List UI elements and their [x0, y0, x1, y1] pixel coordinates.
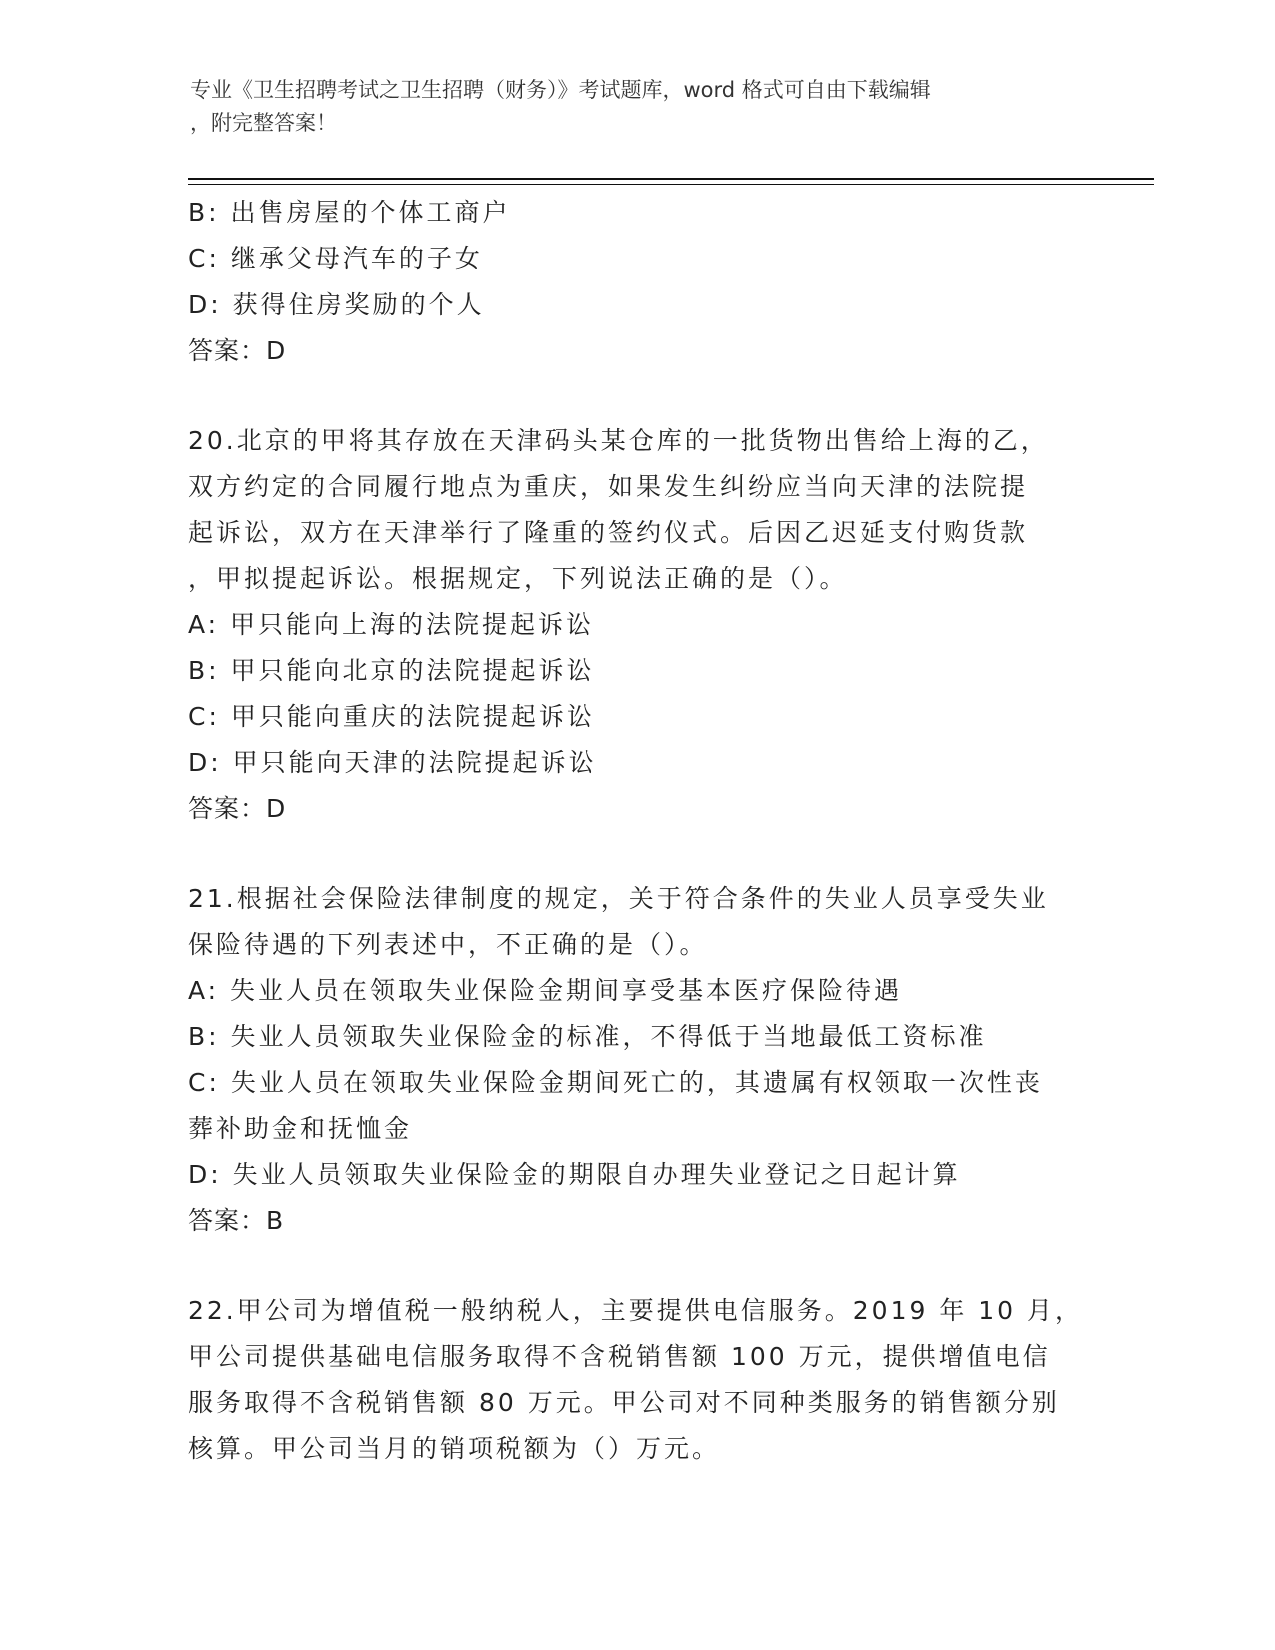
spacer: [188, 374, 1088, 418]
option-b: B: 甲只能向北京的法院提起诉讼: [188, 656, 595, 685]
question-stem-line: 甲公司提供基础电信服务取得不含税销售额 100 万元，提供增值电信: [188, 1342, 1051, 1371]
question-stem-line: ，甲拟提起诉讼。根据规定，下列说法正确的是（）。: [188, 564, 848, 593]
question-stem-line: 22.甲公司为增值税一般纳税人，主要提供电信服务。2019 年 10 月，: [188, 1296, 1084, 1325]
question-content: [188, 190, 1088, 1472]
header-divider-thick: [188, 178, 1154, 180]
option-c-continued: 葬补助金和抚恤金: [188, 1114, 413, 1143]
option-d: D: 获得住房奖励的个人: [188, 290, 485, 319]
header-line-1: 专业《卫生招聘考试之卫生招聘（财务）》考试题库，word 格式可自由下载编辑: [190, 78, 931, 102]
option-d: D: 失业人员领取失业保险金的期限自办理失业登记之日起计算: [188, 1160, 961, 1189]
question-stem-line: 核算。甲公司当月的销项税额为（）万元。: [188, 1434, 721, 1463]
option-c: C: 继承父母汽车的子女: [188, 244, 483, 273]
answer: 答案：B: [188, 1206, 285, 1235]
option-a: A: 失业人员在领取失业保险金期间享受基本医疗保险待遇: [188, 976, 903, 1005]
header-line-2: ，附完整答案！: [190, 111, 337, 135]
header-divider-thin: [188, 184, 1154, 185]
spacer: [188, 832, 1088, 876]
question-19-tail: [188, 190, 1088, 374]
question-stem-line: 服务取得不含税销售额 80 万元。甲公司对不同种类服务的销售额分别: [188, 1388, 1060, 1417]
option-d: D: 甲只能向天津的法院提起诉讼: [188, 748, 597, 777]
option-b: B: 出售房屋的个体工商户: [188, 198, 511, 227]
question-stem-line: 保险待遇的下列表述中，不正确的是（）。: [188, 930, 708, 959]
question-22: [188, 1288, 1088, 1472]
answer: 答案：D: [188, 336, 287, 365]
question-stem-line: 起诉讼，双方在天津举行了隆重的签约仪式。后因乙迟延支付购货款: [188, 518, 1029, 547]
option-c: C: 甲只能向重庆的法院提起诉讼: [188, 702, 595, 731]
answer: 答案：D: [188, 794, 287, 823]
question-stem-line: 21.根据社会保险法律制度的规定，关于符合条件的失业人员享受失业: [188, 884, 1049, 913]
document-header: [190, 74, 1090, 140]
question-stem-line: 20.北京的甲将其存放在天津码头某仓库的一批货物出售给上海的乙，: [188, 426, 1049, 455]
option-b: B: 失业人员领取失业保险金的标准，不得低于当地最低工资标准: [188, 1022, 987, 1051]
question-21: [188, 876, 1088, 1244]
question-20: [188, 418, 1088, 832]
spacer: [188, 1244, 1088, 1288]
question-stem-line: 双方约定的合同履行地点为重庆，如果发生纠纷应当向天津的法院提: [188, 472, 1029, 501]
option-a: A: 甲只能向上海的法院提起诉讼: [188, 610, 595, 639]
option-c: C: 失业人员在领取失业保险金期间死亡的，其遗属有权领取一次性丧: [188, 1068, 1043, 1097]
